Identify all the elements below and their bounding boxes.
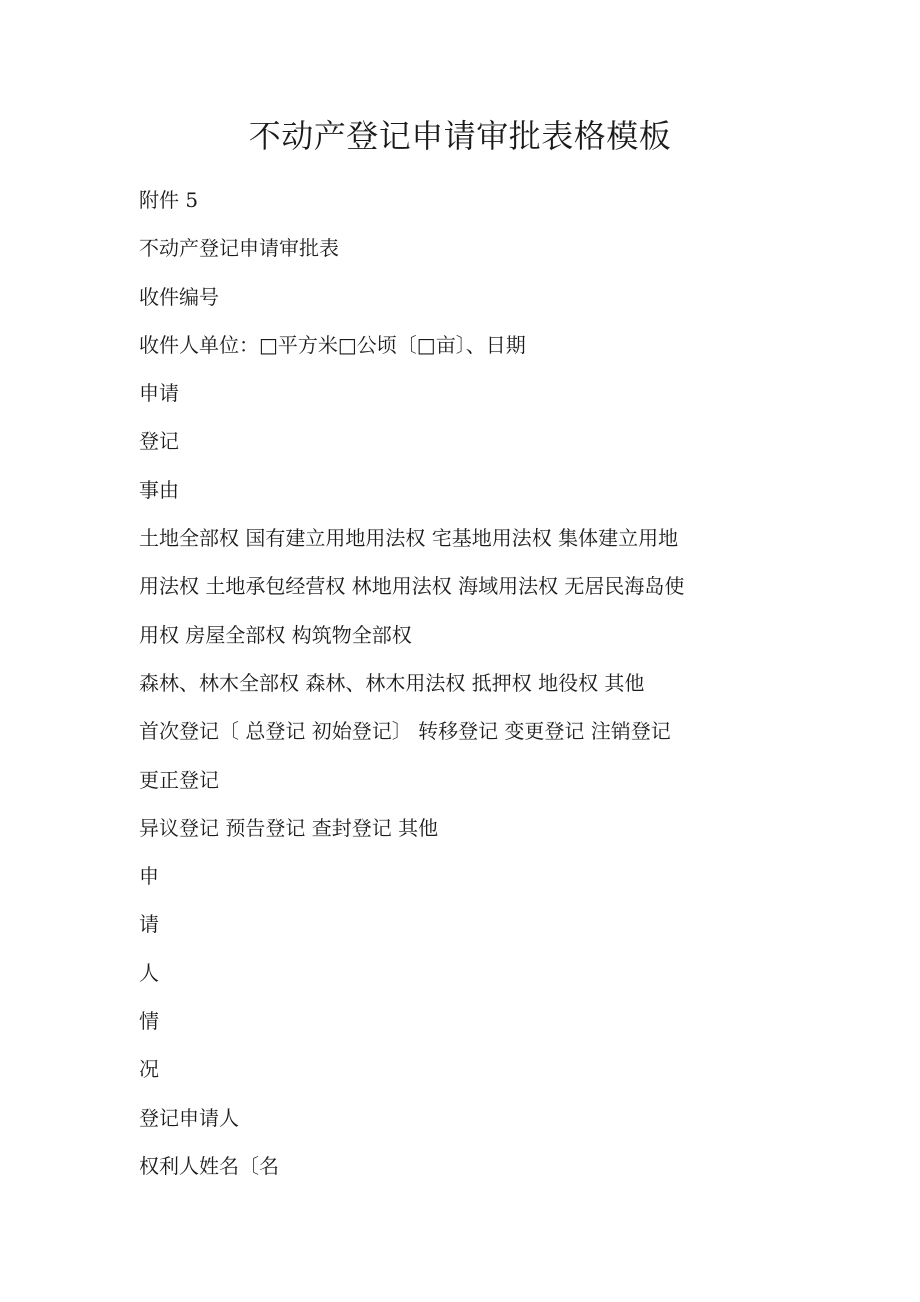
text-line-rights-type: 用法权 土地承包经营权 林地用法权 海域用法权 无居民海岛使 [139, 574, 685, 599]
text-line-rights-type: 森林、林木全部权 森林、林木用法权 抵押权 地役权 其他 [139, 670, 645, 695]
text-line: 况 [139, 1057, 159, 1082]
text-line-registration-type: 异议登记 预告登记 查封登记 其他 [139, 815, 439, 840]
text-line: 情 [139, 1009, 159, 1034]
text-line: 人 [139, 960, 159, 985]
document-body [139, 180, 779, 1194]
text-line-rights-type: 土地全部权 国有建立用地用法权 宅基地用法权 集体建立用地 [139, 526, 679, 551]
text-line-attachment: 附件 5 [139, 188, 199, 212]
text-line: 事由 [139, 477, 179, 502]
text-line-rights-type: 用权 房屋全部权 构筑物全部权 [139, 622, 412, 647]
text-line-receipt-number: 收件编号 [139, 284, 219, 309]
text-line: 请 [139, 912, 159, 937]
text-line-rights-holder-name: 权利人姓名〔名 [139, 1153, 279, 1178]
text-line: 登记 [139, 429, 179, 454]
text-line-receiver-unit: 收件人单位：□平方米□公顷〔□亩〕、日期 [139, 332, 526, 357]
text-line-registration-type: 首次登记〔 总登记 初始登记〕 转移登记 变更登记 注销登记 [139, 719, 671, 744]
text-line-registration-type: 更正登记 [139, 767, 219, 792]
text-line-applicant: 登记申请人 [139, 1105, 239, 1130]
text-line-form-name: 不动产登记申请审批表 [139, 236, 339, 261]
document-title: 不动产登记申请审批表格模板 [248, 117, 672, 155]
text-line: 申请 [139, 381, 179, 406]
text-line: 申 [139, 864, 159, 889]
